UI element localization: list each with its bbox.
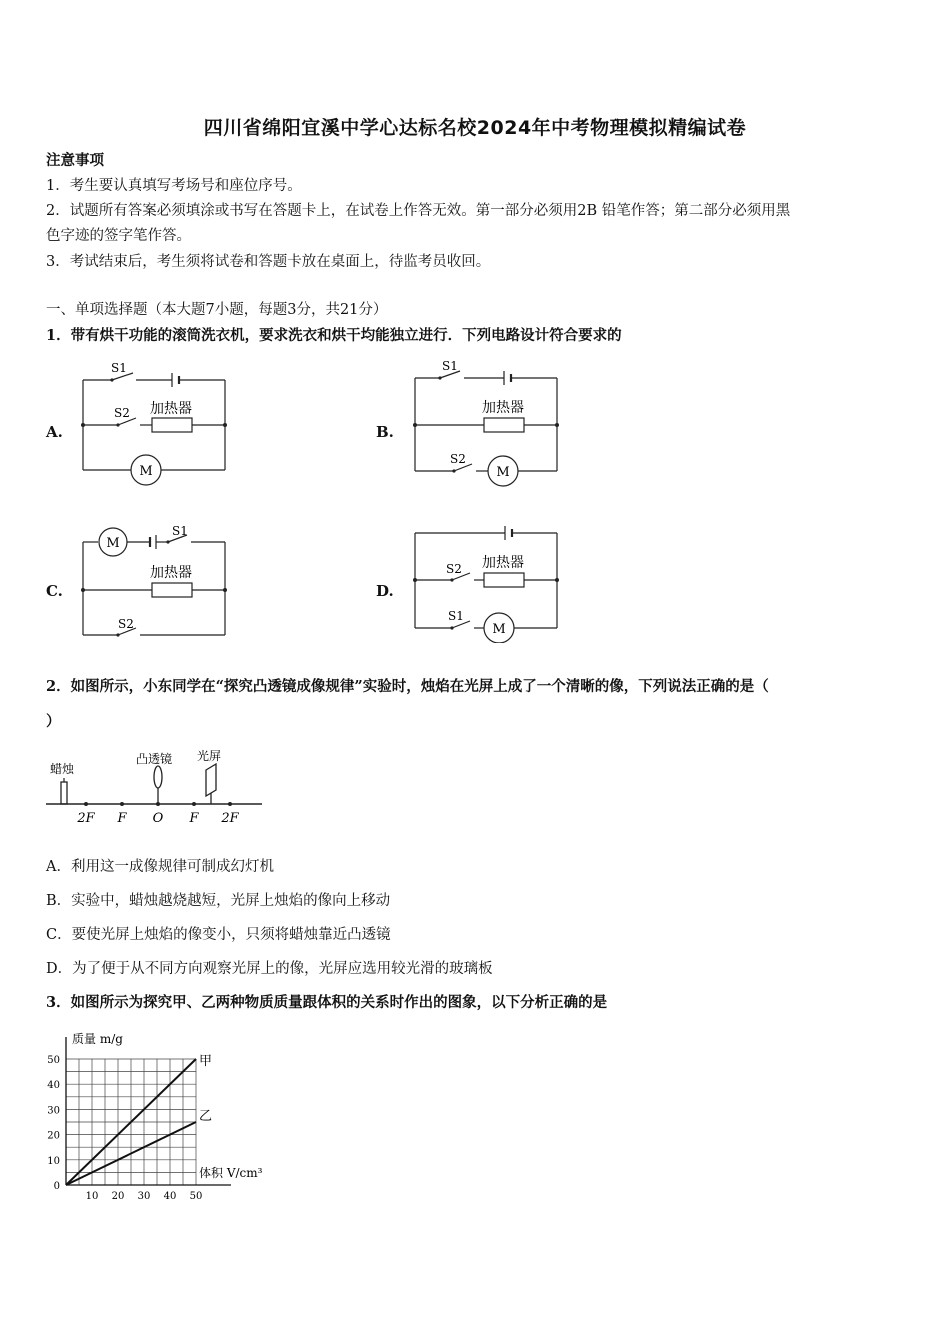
notice-item: 2．试题所有答案必须填涂或书写在答题卡上，在试卷上作答无效。第一部分必须用2B 铅笔作答；第二部分必须用黑	[46, 203, 791, 219]
q3-stem: 3．如图所示为探究甲、乙两种物质质量跟体积的关系时作出的图象，以下分析正确的是	[46, 994, 608, 1011]
switch-s2-label: S2	[450, 452, 466, 466]
y-axis-label: 质量 m/g	[72, 1032, 123, 1046]
motor-label: M	[139, 464, 153, 479]
notice-item: 色字迹的签字笔作答。	[46, 228, 191, 244]
notice-item: 3．考试结束后，考生须将试卷和答题卡放在桌面上，待监考员收回。	[46, 254, 491, 270]
q2-option-c: C．要使光屏上烛焰的像变小，只须将蜡烛靠近凸透镜	[46, 927, 391, 943]
light-screen-icon	[206, 764, 216, 804]
heater-label: 加热器	[482, 400, 524, 416]
y-tick-label: 50	[47, 1055, 60, 1066]
page-title: 四川省绵阳宜溪中学心达标名校2024年中考物理模拟精编试卷	[203, 117, 747, 139]
switch-s1-label: S1	[172, 524, 188, 538]
screen-label: 光屏	[197, 749, 222, 763]
switch-s1-label: S1	[448, 609, 464, 623]
heater-label: 加热器	[482, 555, 524, 571]
x-tick-label: 30	[137, 1191, 151, 1202]
section-heading: 一、单项选择题（本大题7小题，每题3分，共21分）	[46, 302, 388, 318]
circuit-diagram-b	[402, 355, 572, 490]
candle-icon	[61, 778, 67, 804]
y-tick-label: 40	[47, 1080, 60, 1092]
axis-tick-label: 2F	[221, 811, 239, 826]
q1-option-b-label: B.	[376, 423, 394, 441]
y-tick-label: 30	[47, 1105, 60, 1117]
y-tick-label: 10	[47, 1155, 60, 1167]
x-tick-label: 20	[111, 1191, 125, 1202]
axis-tick-label: F	[117, 811, 127, 826]
q2-option-d: D．为了便于从不同方向观察光屏上的像，光屏应选用较光滑的玻璃板	[46, 961, 493, 977]
mass-volume-chart	[42, 1022, 272, 1207]
heater-label: 加热器	[150, 401, 192, 417]
switch-s1-label: S1	[442, 359, 458, 373]
series-label: 乙	[199, 1109, 213, 1124]
x-axis-label: 体积 V/cm³	[199, 1166, 263, 1180]
q1-option-d-label: D.	[376, 582, 394, 600]
lens-experiment-figure	[46, 742, 262, 826]
q1-option-a-label: A.	[46, 423, 63, 441]
axis-tick-label: 2F	[77, 811, 95, 826]
motor-label: M	[106, 536, 120, 551]
lens-label: 凸透镜	[136, 752, 173, 766]
motor-label: M	[496, 465, 510, 480]
heater-label: 加热器	[150, 565, 192, 581]
notice-heading: 注意事项	[46, 152, 104, 169]
switch-s2-label: S2	[446, 562, 462, 576]
switch-s1-label: S1	[111, 361, 127, 375]
notice-item: 1．考生要认真填写考场号和座位序号。	[46, 178, 302, 194]
circuit-diagram-d	[402, 518, 572, 643]
q1-stem: 1．带有烘干功能的滚筒洗衣机，要求洗衣和烘干均能独立进行．下列电路设计符合要求的	[46, 327, 622, 344]
q2-stem: 2．如图所示，小东同学在“探究凸透镜成像规律”实验时，烛焰在光屏上成了一个清晰的像，下列说法正确的是（	[46, 678, 769, 695]
convex-lens-icon	[154, 766, 162, 804]
candle-label: 蜡烛	[50, 762, 75, 776]
q2-option-a: A．利用这一成像规律可制成幻灯机	[46, 859, 274, 875]
y-tick-label: 20	[47, 1130, 60, 1142]
series-label: 甲	[199, 1054, 213, 1069]
circuit-diagram-a	[70, 355, 240, 490]
q1-option-c-label: C.	[46, 582, 63, 600]
axis-tick-label: F	[189, 811, 199, 826]
y-tick-label: 0	[53, 1181, 60, 1192]
x-tick-label: 40	[163, 1191, 177, 1202]
motor-label: M	[492, 622, 506, 637]
q2-option-b: B．实验中，蜡烛越烧越短，光屏上烛焰的像向上移动	[46, 893, 391, 909]
q2-stem-end: ）	[46, 713, 61, 730]
axis-tick-label: O	[152, 811, 164, 826]
switch-s2-label: S2	[118, 617, 134, 631]
x-tick-label: 10	[85, 1191, 99, 1202]
circuit-diagram-c	[70, 518, 240, 643]
switch-s2-label: S2	[114, 406, 130, 420]
x-tick-label: 50	[189, 1191, 203, 1202]
